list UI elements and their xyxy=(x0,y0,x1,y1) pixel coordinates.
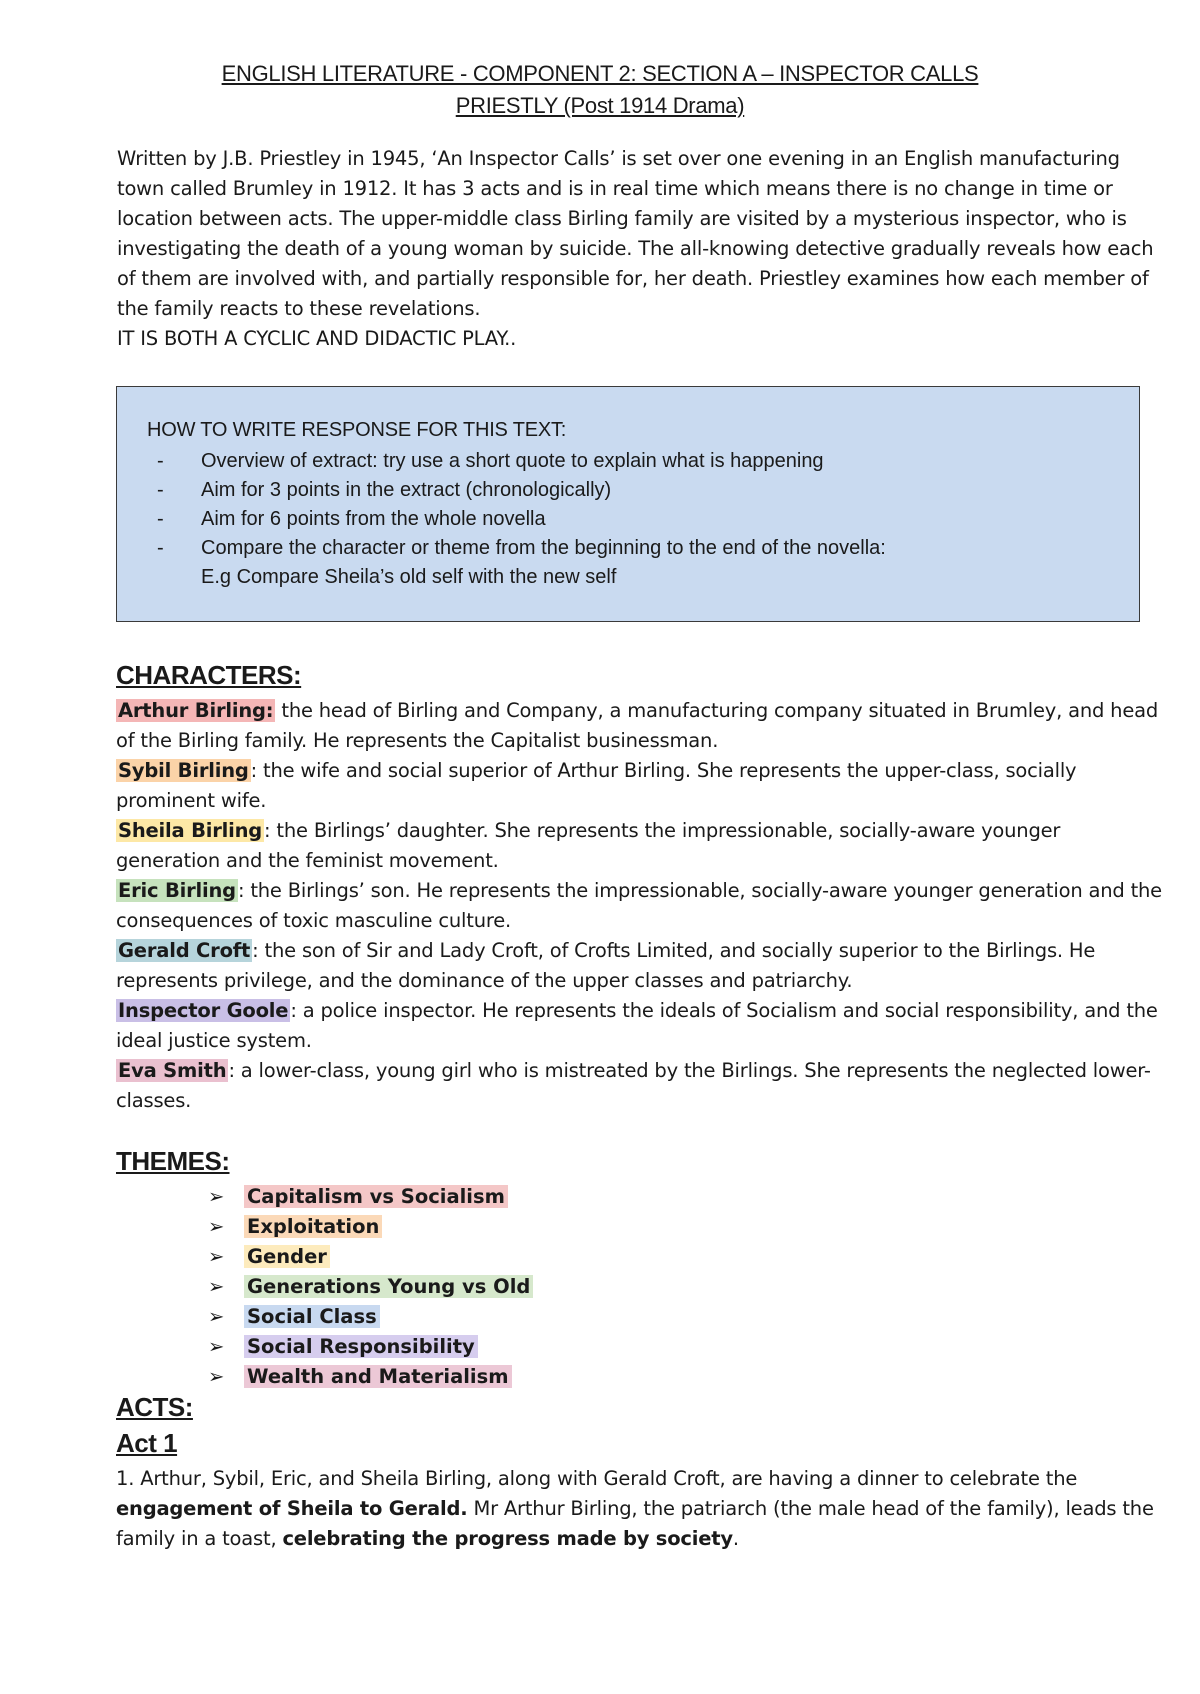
character-name: Sheila Birling xyxy=(118,819,263,842)
arrow-bullet-icon: ➢ xyxy=(208,1275,225,1298)
theme-item xyxy=(208,1302,533,1332)
theme-label: Generations Young vs Old xyxy=(244,1275,533,1298)
theme-label: Exploitation xyxy=(244,1215,382,1238)
dash-bullet-icon: - xyxy=(157,508,164,530)
character-entry xyxy=(116,696,1166,756)
arrow-bullet-icon: ➢ xyxy=(208,1335,225,1358)
theme-item xyxy=(208,1362,533,1392)
howto-item: - Aim for 6 points from the whole novella xyxy=(147,505,886,534)
character-description: : the son of Sir and Lady Croft, of Crofts Limited, and socially superior to the Birlings. He represents privilege, and the dominance of the upper classes and patriarchy. xyxy=(116,939,1096,992)
arrow-bullet-icon: ➢ xyxy=(208,1185,225,1208)
character-description: : the Birlings’ son. He represents the impressionable, socially-aware younger generation and the consequences of toxic masculine culture. xyxy=(116,879,1162,932)
character-description: the head of Birling and Company, a manufacturing company situated in Brumley, and head of the Birling family. He represents the Capitalist businessman. xyxy=(116,699,1159,752)
theme-item xyxy=(208,1212,533,1242)
dash-bullet-icon: - xyxy=(157,479,164,501)
intro-section xyxy=(117,144,1157,354)
theme-item xyxy=(208,1242,533,1272)
act1-heading: Act 1 xyxy=(116,1428,178,1458)
character-entry xyxy=(116,876,1166,936)
characters-heading: CHARACTERS: xyxy=(116,660,302,690)
character-description: : the wife and social superior of Arthur Birling. She represents the upper-class, socially prominent wife. xyxy=(116,759,1077,812)
howto-list xyxy=(147,447,886,563)
characters-list xyxy=(116,696,1166,1116)
dash-bullet-icon: - xyxy=(157,537,164,559)
intro-tagline: IT IS BOTH A CYCLIC AND DIDACTIC PLAY.. xyxy=(117,327,517,350)
arrow-bullet-icon: ➢ xyxy=(208,1245,225,1268)
title-line-2: PRIESTLY (Post 1914 Drama) xyxy=(455,93,745,118)
howto-title: HOW TO WRITE RESPONSE FOR THIS TEXT: xyxy=(147,419,567,441)
howto-item: - Overview of extract: try use a short quote to explain what is happening xyxy=(147,447,886,476)
character-description: : the Birlings’ daughter. She represents the impressionable, socially-aware younger generation and the feminist movement. xyxy=(116,819,1061,872)
arrow-bullet-icon: ➢ xyxy=(208,1215,225,1238)
theme-item xyxy=(208,1332,533,1362)
character-entry xyxy=(116,996,1166,1056)
howto-item: - Compare the character or theme from the beginning to the end of the novella: xyxy=(147,534,886,563)
character-entry xyxy=(116,816,1166,876)
theme-label: Social Responsibility xyxy=(244,1335,478,1358)
theme-item xyxy=(208,1272,533,1302)
character-entry xyxy=(116,756,1166,816)
theme-item xyxy=(208,1182,533,1212)
themes-list xyxy=(208,1182,533,1392)
arrow-bullet-icon: ➢ xyxy=(208,1305,225,1328)
character-name: Gerald Croft xyxy=(118,939,251,962)
theme-label: Capitalism vs Socialism xyxy=(244,1185,508,1208)
theme-label: Social Class xyxy=(244,1305,380,1328)
title-line-1: ENGLISH LITERATURE - COMPONENT 2: SECTION A – INSPECTOR CALLS xyxy=(221,61,979,86)
themes-heading: THEMES: xyxy=(116,1146,230,1176)
howto-box xyxy=(116,386,1140,622)
arrow-bullet-icon: ➢ xyxy=(208,1365,225,1388)
character-description: : a police inspector. He represents the ideals of Socialism and social responsibility, and the ideal justice system. xyxy=(116,999,1158,1052)
theme-label: Gender xyxy=(244,1245,330,1268)
character-name: Sybil Birling xyxy=(118,759,249,782)
character-name: Eric Birling xyxy=(118,879,236,902)
character-entry xyxy=(116,936,1166,996)
act1-emphasis: celebrating the progress made by society xyxy=(282,1527,733,1550)
howto-example: E.g Compare Sheila’s old self with the new self xyxy=(201,566,617,588)
character-name: Eva Smith xyxy=(118,1059,227,1082)
theme-label: Wealth and Materialism xyxy=(244,1365,512,1388)
dash-bullet-icon: - xyxy=(157,450,164,472)
howto-item: - Aim for 3 points in the extract (chronologically) xyxy=(147,476,886,505)
act1-emphasis: engagement of Sheila to Gerald. xyxy=(116,1497,468,1520)
character-description: : a lower-class, young girl who is mistreated by the Birlings. She represents the neglected lower-classes. xyxy=(116,1059,1151,1112)
intro-paragraph: Written by J.B. Priestley in 1945, ‘An Inspector Calls’ is set over one evening in an English manufacturing town called Brumley in 1912. It has 3 acts and is in real time which means there is no change in time or location between acts. The upper-middle class Birling family are visited by a mysterious inspector, who is investigating the death of a young woman by suicide. The all-knowing detective gradually reveals how each of them are involved with, and partially responsible for, her death. Priestley examines how each member of the family reacts to these revelations. xyxy=(117,147,1154,320)
character-name: Arthur Birling: xyxy=(118,699,274,722)
character-entry xyxy=(116,1056,1166,1116)
act1-paragraph: 1. Arthur, Sybil, Eric, and Sheila Birling, along with Gerald Croft, are having a dinner to celebrate the engagement of Sheila to Gerald. Mr Arthur Birling, the patriarch (the male head of the family), leads the family in a toast, celebrating the progress made by society. xyxy=(116,1467,1154,1550)
character-name: Inspector Goole xyxy=(118,999,289,1022)
document-title xyxy=(0,58,1200,122)
acts-heading: ACTS: xyxy=(116,1392,193,1422)
